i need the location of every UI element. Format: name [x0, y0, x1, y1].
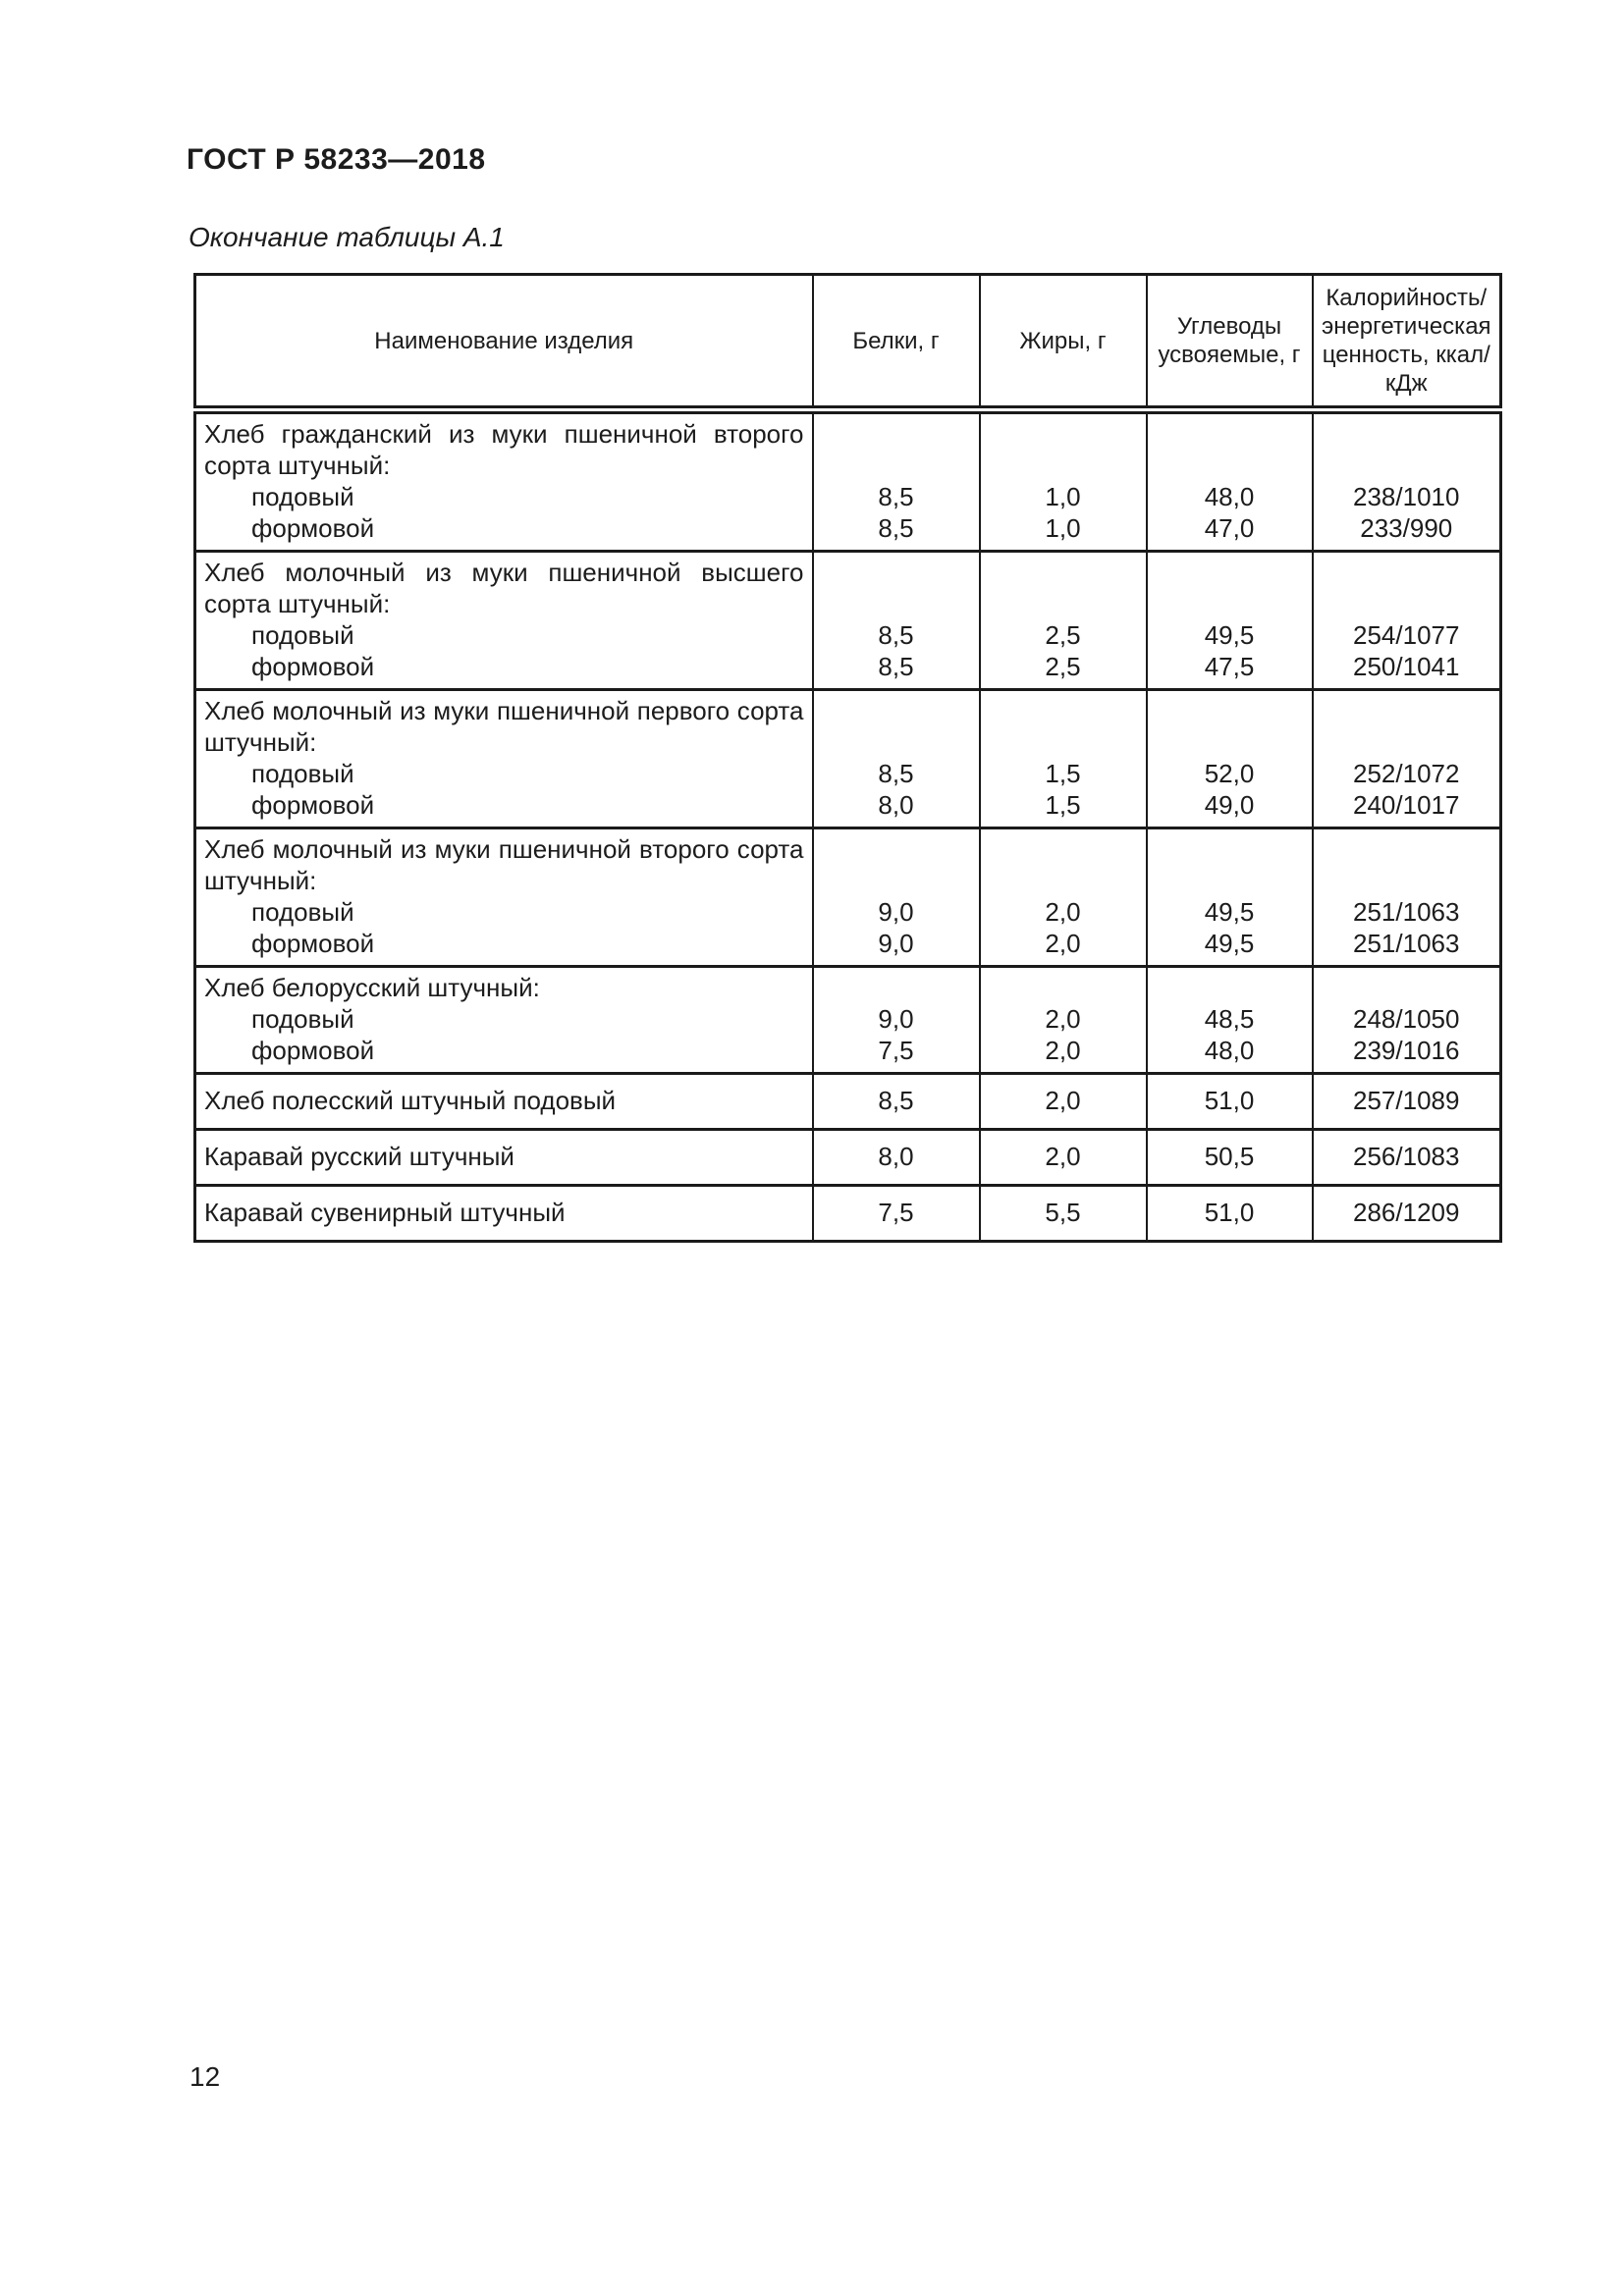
- protein-cell: [813, 410, 980, 552]
- value-line: 48,5: [1204, 1004, 1255, 1034]
- value-line: 238/1010: [1353, 482, 1460, 511]
- carbs-cell: [1147, 410, 1313, 552]
- value-line: 2,0: [1045, 897, 1081, 927]
- col-header-protein: Белки, г: [813, 275, 980, 410]
- value-line: 8,5: [878, 620, 914, 650]
- value-line: 48,0: [1204, 1036, 1255, 1065]
- variant-label: формовой: [251, 652, 375, 681]
- energy-cell: [1313, 828, 1501, 967]
- value-line: 2,0: [1045, 1004, 1081, 1034]
- carbs-cell: [1147, 690, 1313, 828]
- value-line: 51,0: [1204, 1086, 1255, 1115]
- value-line: 250/1041: [1353, 652, 1460, 681]
- value-line: 49,5: [1204, 897, 1255, 927]
- carbs-cell: [1147, 1130, 1313, 1186]
- product-name: Хлеб молочный из муки пшеничной высшего сорта штучный:: [204, 558, 804, 618]
- variant-label: формовой: [251, 929, 375, 958]
- protein-cell: [813, 828, 980, 967]
- value-line: 2,0: [1045, 1142, 1081, 1171]
- product-cell: [195, 967, 813, 1074]
- value-line: 1,0: [1045, 513, 1081, 543]
- table-row: [195, 552, 1501, 690]
- table-body: [195, 410, 1501, 1242]
- variant-label: подовый: [251, 482, 354, 511]
- nutrition-table: [193, 273, 1502, 1243]
- product-name: Хлеб полесский штучный подовый: [204, 1086, 617, 1115]
- energy-cell: [1313, 1186, 1501, 1242]
- variant-label: формовой: [251, 790, 375, 820]
- value-line: 240/1017: [1353, 790, 1460, 820]
- protein-cell: [813, 1186, 980, 1242]
- col-header-fat: Жиры, г: [980, 275, 1147, 410]
- value-line: 2,5: [1045, 620, 1081, 650]
- energy-cell: [1313, 690, 1501, 828]
- value-line: 239/1016: [1353, 1036, 1460, 1065]
- value-line: 51,0: [1204, 1198, 1255, 1227]
- value-line: 7,5: [878, 1198, 914, 1227]
- product-cell: [195, 552, 813, 690]
- energy-cell: [1313, 410, 1501, 552]
- protein-cell: [813, 967, 980, 1074]
- product-cell: [195, 1074, 813, 1130]
- fat-cell: [980, 1074, 1147, 1130]
- doc-code: ГОСТ Р 58233—2018: [187, 143, 486, 176]
- table-row: [195, 1186, 1501, 1242]
- protein-cell: [813, 1074, 980, 1130]
- product-name: Хлеб молочный из муки пшеничной первого сорта штучный:: [204, 696, 804, 757]
- value-line: 48,0: [1204, 482, 1255, 511]
- value-line: 1,5: [1045, 790, 1081, 820]
- col-header-energy: Калорийность/ энергетическая ценность, ккал/кДж: [1313, 275, 1501, 410]
- header-row: [195, 275, 1501, 410]
- value-line: 286/1209: [1353, 1198, 1460, 1227]
- carbs-cell: [1147, 967, 1313, 1074]
- product-name: Каравай русский штучный: [204, 1142, 514, 1171]
- value-line: 8,0: [878, 790, 914, 820]
- fat-cell: [980, 967, 1147, 1074]
- table-row: [195, 967, 1501, 1074]
- fat-cell: [980, 1130, 1147, 1186]
- value-line: 9,0: [878, 929, 914, 958]
- value-line: 2,0: [1045, 1036, 1081, 1065]
- product-cell: [195, 828, 813, 967]
- variant-label: формовой: [251, 1036, 375, 1065]
- value-line: 252/1072: [1353, 759, 1460, 788]
- energy-cell: [1313, 967, 1501, 1074]
- value-line: 257/1089: [1353, 1086, 1460, 1115]
- value-line: 8,5: [878, 1086, 914, 1115]
- value-line: 233/990: [1360, 513, 1453, 543]
- variant-label: подовый: [251, 1004, 354, 1034]
- product-name: Хлеб белорусский штучный:: [204, 973, 540, 1002]
- carbs-cell: [1147, 1186, 1313, 1242]
- product-cell: [195, 410, 813, 552]
- col-header-carbs: Углеводы усвояемые, г: [1147, 275, 1313, 410]
- fat-cell: [980, 410, 1147, 552]
- protein-cell: [813, 552, 980, 690]
- fat-cell: [980, 690, 1147, 828]
- energy-cell: [1313, 1074, 1501, 1130]
- table-row: [195, 1130, 1501, 1186]
- product-cell: [195, 1186, 813, 1242]
- product-name: Хлеб гражданский из муки пшеничной второго сорта штучный:: [204, 419, 804, 480]
- variant-label: формовой: [251, 513, 375, 543]
- value-line: 251/1063: [1353, 897, 1460, 927]
- page-number: 12: [189, 2061, 221, 2092]
- variant-label: подовый: [251, 897, 354, 927]
- fat-cell: [980, 1186, 1147, 1242]
- value-line: 2,0: [1045, 1086, 1081, 1115]
- value-line: 251/1063: [1353, 929, 1460, 958]
- value-line: 254/1077: [1353, 620, 1460, 650]
- table-row: [195, 1074, 1501, 1130]
- value-line: 49,5: [1204, 929, 1255, 958]
- table-row: [195, 410, 1501, 552]
- value-line: 8,5: [878, 513, 914, 543]
- value-line: 52,0: [1204, 759, 1255, 788]
- table-caption: Окончание таблицы А.1: [189, 222, 505, 252]
- fat-cell: [980, 828, 1147, 967]
- value-line: 9,0: [878, 897, 914, 927]
- carbs-cell: [1147, 828, 1313, 967]
- value-line: 47,5: [1204, 652, 1255, 681]
- fat-cell: [980, 552, 1147, 690]
- value-line: 248/1050: [1353, 1004, 1460, 1034]
- energy-cell: [1313, 552, 1501, 690]
- product-name: Хлеб молочный из муки пшеничной второго сорта штучный:: [204, 834, 804, 895]
- protein-cell: [813, 690, 980, 828]
- value-line: 256/1083: [1353, 1142, 1460, 1171]
- value-line: 49,5: [1204, 620, 1255, 650]
- value-line: 49,0: [1204, 790, 1255, 820]
- col-header-product: Наименование изделия: [195, 275, 813, 410]
- value-line: 8,0: [878, 1142, 914, 1171]
- protein-cell: [813, 1130, 980, 1186]
- value-line: 5,5: [1045, 1198, 1081, 1227]
- table-row: [195, 690, 1501, 828]
- value-line: 2,5: [1045, 652, 1081, 681]
- table-row: [195, 828, 1501, 967]
- carbs-cell: [1147, 552, 1313, 690]
- value-line: 1,5: [1045, 759, 1081, 788]
- energy-cell: [1313, 1130, 1501, 1186]
- variant-label: подовый: [251, 759, 354, 788]
- value-line: 9,0: [878, 1004, 914, 1034]
- value-line: 1,0: [1045, 482, 1081, 511]
- carbs-cell: [1147, 1074, 1313, 1130]
- value-line: 47,0: [1204, 513, 1255, 543]
- product-name: Каравай сувенирный штучный: [204, 1198, 566, 1227]
- value-line: 7,5: [878, 1036, 914, 1065]
- product-cell: [195, 690, 813, 828]
- product-cell: [195, 1130, 813, 1186]
- value-line: 2,0: [1045, 929, 1081, 958]
- variant-label: подовый: [251, 620, 354, 650]
- value-line: 8,5: [878, 482, 914, 511]
- value-line: 50,5: [1204, 1142, 1255, 1171]
- value-line: 8,5: [878, 759, 914, 788]
- value-line: 8,5: [878, 652, 914, 681]
